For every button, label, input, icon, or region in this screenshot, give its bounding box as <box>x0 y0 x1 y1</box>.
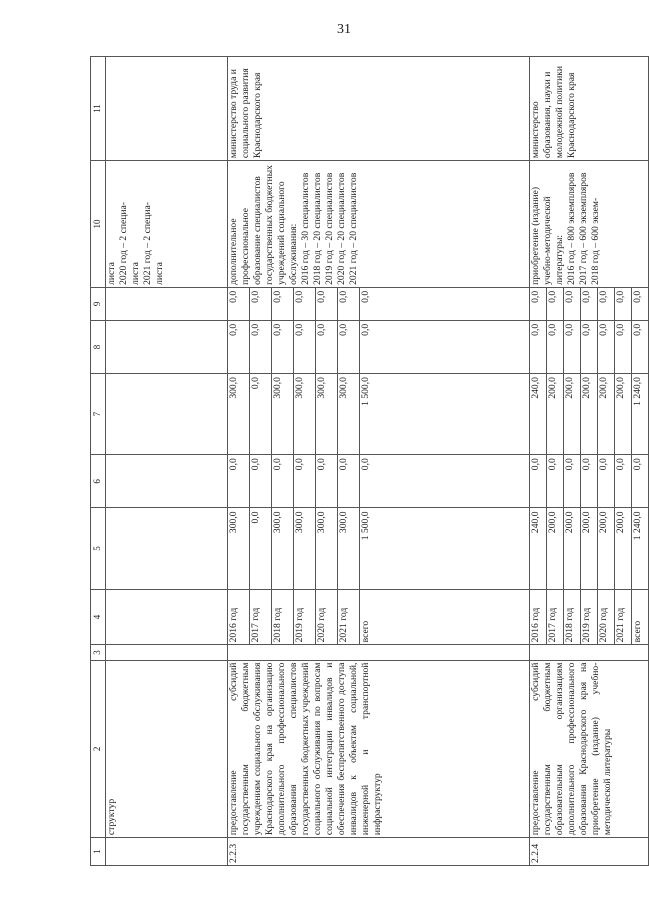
col-header: 6 <box>91 455 106 508</box>
expected-result: приобретение (издание) учебно-методической литературы: 2016 год – 800 экземпляров 2017 год – 600 экземпляров 2018 год – 600 экзем- <box>530 161 649 288</box>
year-cell: 2021 год <box>615 589 632 645</box>
value-cell: 200,0 <box>615 374 632 455</box>
value-cell: 300,0 <box>294 508 316 589</box>
value-cell: 300,0 <box>228 508 250 589</box>
value-cell: 0,0 <box>530 455 547 508</box>
value-cell: 0,0 <box>316 455 338 508</box>
measure-number: 2.2.4 <box>530 838 649 866</box>
cell <box>106 374 228 455</box>
result-continued: листа 2020 год – 2 специа- листа 2021 год – 2 специа- листа <box>106 161 228 288</box>
value-cell: 300,0 <box>316 508 338 589</box>
value-cell: 0,0 <box>564 287 581 320</box>
measure-number: 2.2.3 <box>228 838 530 866</box>
col-header: 9 <box>91 287 106 320</box>
program-table <box>90 56 649 866</box>
value-cell: 240,0 <box>530 374 547 455</box>
measure-description: предоставление субсидий государственным бюджетным учреждениям социального обслуживания Краснодарского края на организацию дополнительного профессионального образования специалистов государственных бюджетных учреждений социального обслуживания по вопросам социальной интеграции инвалидов и обеспечения беспрепятственного доступа инвалидов к объектам социальной, инженерной и транспортной инфраструктур <box>228 660 530 838</box>
cell <box>228 645 530 660</box>
value-cell: 0,0 <box>632 320 649 373</box>
value-cell: 0,0 <box>564 320 581 373</box>
value-cell: 300,0 <box>338 374 360 455</box>
value-cell: 0,0 <box>615 287 632 320</box>
value-cell: 0,0 <box>250 508 272 589</box>
value-cell: 0,0 <box>530 287 547 320</box>
value-cell: 1 500,0 <box>360 508 530 589</box>
value-cell: 200,0 <box>547 374 564 455</box>
value-cell: 200,0 <box>598 374 615 455</box>
col-header: 8 <box>91 320 106 373</box>
cell <box>530 645 649 660</box>
col-header: 3 <box>91 645 106 660</box>
year-cell: 2018 год <box>272 589 294 645</box>
year-cell: 2020 год <box>316 589 338 645</box>
value-cell: 0,0 <box>581 287 598 320</box>
col-header: 10 <box>91 161 106 288</box>
cell <box>106 455 228 508</box>
value-cell: 300,0 <box>338 508 360 589</box>
year-cell: 2016 год <box>530 589 547 645</box>
col-header: 4 <box>91 589 106 645</box>
col-header: 1 <box>91 838 106 866</box>
value-cell: 200,0 <box>581 374 598 455</box>
value-cell: 300,0 <box>294 374 316 455</box>
value-cell: 0,0 <box>294 320 316 373</box>
value-cell: 0,0 <box>338 287 360 320</box>
value-cell: 0,0 <box>547 320 564 373</box>
value-cell: 0,0 <box>250 455 272 508</box>
value-cell: 300,0 <box>316 374 338 455</box>
value-cell: 1 240,0 <box>632 374 649 455</box>
year-cell: 2019 год <box>294 589 316 645</box>
value-cell: 200,0 <box>581 508 598 589</box>
col-header: 7 <box>91 374 106 455</box>
page-number: 31 <box>337 22 351 37</box>
value-cell: 0,0 <box>250 287 272 320</box>
value-cell: 0,0 <box>250 320 272 373</box>
value-cell: 0,0 <box>272 455 294 508</box>
cell <box>106 287 228 320</box>
measure-text-continued: структур <box>106 660 228 838</box>
expected-result: дополнительное профессиональное образование специалистов государственных бюджетных учреждений социального обслуживания: 2016 год – 30 специалистов 2018 год – 20 специалистов 2019 год – 20 специалистов 2020 год – 20 специалистов 2021 год – 20 специалистов <box>228 161 530 288</box>
year-cell: всего <box>360 589 530 645</box>
table-row <box>530 57 547 866</box>
value-cell: 0,0 <box>272 320 294 373</box>
value-cell: 200,0 <box>615 508 632 589</box>
value-cell: 0,0 <box>530 320 547 373</box>
cell <box>106 645 228 660</box>
responsible-executor: министерство образования, науки и молодежной политики Краснодарского края <box>530 57 649 161</box>
value-cell: 1 240,0 <box>632 508 649 589</box>
value-cell: 300,0 <box>272 508 294 589</box>
value-cell: 0,0 <box>316 320 338 373</box>
table-row <box>228 57 250 866</box>
col-header: 11 <box>91 57 106 161</box>
value-cell: 0,0 <box>615 455 632 508</box>
value-cell: 0,0 <box>547 455 564 508</box>
responsible-executor: министерство труда и социального развития Краснодарского края <box>228 57 530 161</box>
value-cell: 0,0 <box>294 287 316 320</box>
year-cell: 2016 год <box>228 589 250 645</box>
value-cell: 0,0 <box>228 287 250 320</box>
value-cell: 0,0 <box>547 287 564 320</box>
cell <box>106 57 228 161</box>
year-cell: 2020 год <box>598 589 615 645</box>
value-cell: 0,0 <box>294 455 316 508</box>
value-cell: 300,0 <box>228 374 250 455</box>
value-cell: 0,0 <box>360 455 530 508</box>
value-cell: 200,0 <box>564 374 581 455</box>
value-cell: 0,0 <box>598 455 615 508</box>
cell <box>106 589 228 645</box>
value-cell: 0,0 <box>272 287 294 320</box>
value-cell: 0,0 <box>360 320 530 373</box>
value-cell: 0,0 <box>581 455 598 508</box>
year-cell: 2017 год <box>547 589 564 645</box>
value-cell: 1 500,0 <box>360 374 530 455</box>
value-cell: 0,0 <box>228 320 250 373</box>
col-header: 2 <box>91 660 106 838</box>
value-cell: 0,0 <box>228 455 250 508</box>
column-number-row <box>91 57 106 866</box>
value-cell: 200,0 <box>547 508 564 589</box>
cell <box>106 320 228 373</box>
value-cell: 0,0 <box>250 374 272 455</box>
value-cell: 0,0 <box>316 287 338 320</box>
rotated-table-container <box>90 56 643 866</box>
value-cell: 0,0 <box>615 320 632 373</box>
value-cell: 0,0 <box>338 455 360 508</box>
value-cell: 0,0 <box>632 455 649 508</box>
value-cell: 300,0 <box>272 374 294 455</box>
year-cell: 2017 год <box>250 589 272 645</box>
value-cell: 0,0 <box>338 320 360 373</box>
continuation-row <box>106 57 228 866</box>
value-cell: 200,0 <box>598 508 615 589</box>
value-cell: 0,0 <box>598 287 615 320</box>
value-cell: 0,0 <box>632 287 649 320</box>
value-cell: 0,0 <box>360 287 530 320</box>
year-cell: 2019 год <box>581 589 598 645</box>
value-cell: 0,0 <box>564 455 581 508</box>
col-header: 5 <box>91 508 106 589</box>
year-cell: 2021 год <box>338 589 360 645</box>
value-cell: 200,0 <box>564 508 581 589</box>
value-cell: 0,0 <box>598 320 615 373</box>
year-cell: всего <box>632 589 649 645</box>
measure-description: предоставление субсидий государственным бюджетным образовательным организациям дополнительного профессионального образования Краснодарского края на приобретение (издание) учебно-методической литературы <box>530 660 649 838</box>
year-cell: 2018 год <box>564 589 581 645</box>
value-cell: 0,0 <box>581 320 598 373</box>
cell <box>106 508 228 589</box>
value-cell: 240,0 <box>530 508 547 589</box>
cell <box>106 838 228 866</box>
